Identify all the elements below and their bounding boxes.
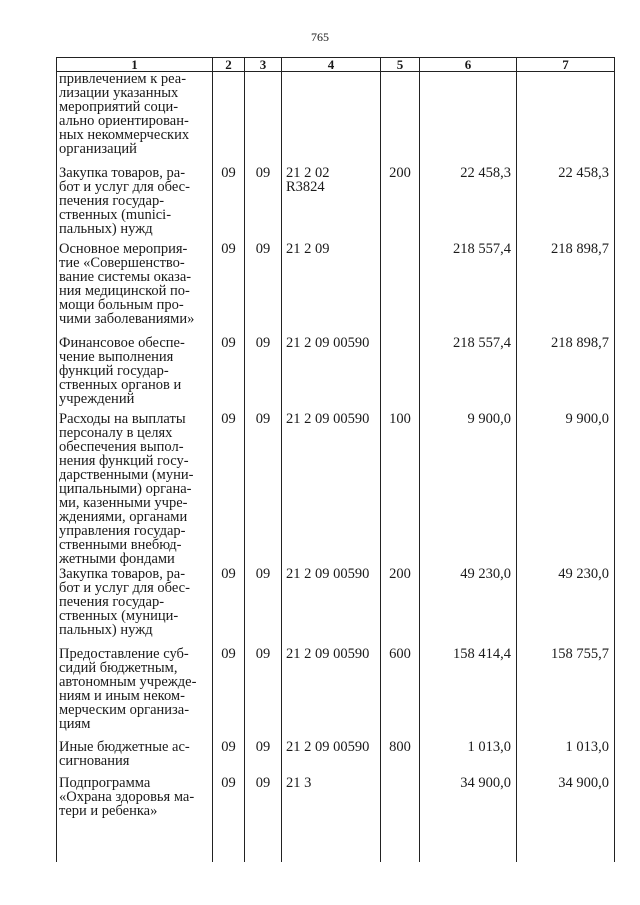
cell-line: 21 2 09	[286, 241, 330, 257]
cell-line: ально ориентирован-	[59, 113, 189, 129]
cell-value: 9 900,0	[565, 411, 609, 427]
row-amount-1	[420, 242, 517, 336]
cell-value: 218 898,7	[551, 335, 609, 351]
row-expense-type	[381, 412, 420, 567]
row-subsection-code	[245, 242, 282, 336]
table-row	[57, 72, 615, 166]
row-subsection-code	[245, 647, 282, 740]
row-description	[57, 166, 213, 242]
row-expense-type	[381, 72, 420, 166]
cell-value: 100	[389, 411, 411, 427]
row-amount-2	[517, 72, 615, 166]
row-section-code	[213, 412, 245, 567]
row-amount-2	[517, 242, 615, 336]
cell-line: тери и ребенка»	[59, 802, 158, 819]
row-description	[57, 567, 213, 647]
cell-line: нения функций госу-	[59, 452, 189, 469]
cell-line: сидий бюджетным,	[59, 659, 178, 676]
table-row	[57, 776, 615, 862]
cell-line: 21 2 09 00590	[286, 646, 370, 662]
row-amount-2	[517, 567, 615, 647]
row-subsection-code	[245, 740, 282, 776]
cell-value: 158 755,7	[551, 646, 609, 662]
row-amount-1	[420, 740, 517, 776]
cell-value: 09	[221, 411, 236, 427]
header-col-2: 2	[213, 58, 245, 72]
cell-line: ственных органов и	[59, 376, 182, 393]
row-description	[57, 647, 213, 740]
cell-value: 49 230,0	[558, 566, 609, 582]
cell-line: R3824	[286, 178, 325, 195]
row-subsection-code	[245, 166, 282, 242]
header-row	[57, 58, 615, 72]
row-expense-type	[381, 647, 420, 740]
row-amount-1	[420, 567, 517, 647]
cell-value: 22 458,3	[558, 165, 609, 181]
cell-line: персоналу в целях	[59, 424, 173, 441]
row-target-article	[282, 166, 381, 242]
cell-value: 218 557,4	[453, 335, 511, 351]
table-row	[57, 166, 615, 242]
row-amount-2	[517, 336, 615, 412]
cell-line: печения государ-	[59, 192, 165, 209]
cell-line: организаций	[59, 141, 137, 157]
cell-value: 09	[255, 775, 271, 791]
row-target-article	[282, 242, 381, 336]
cell-line: 21 2 09 00590	[286, 739, 370, 755]
cell-value: 22 458,3	[460, 165, 511, 181]
row-target-article	[282, 567, 381, 647]
cell-line: ственными внебюд-	[59, 536, 182, 553]
row-section-code	[213, 336, 245, 412]
row-amount-2	[517, 776, 615, 862]
cell-value: 09	[255, 646, 271, 662]
row-subsection-code	[245, 336, 282, 412]
cell-line: 21 2 09 00590	[286, 566, 370, 582]
cell-line: Предоставление суб-	[59, 646, 189, 662]
row-section-code	[213, 242, 245, 336]
cell-line: чими заболеваниями»	[59, 310, 195, 327]
cell-line: чение выполнения	[59, 348, 174, 365]
table-row	[57, 647, 615, 740]
row-subsection-code	[245, 776, 282, 862]
cell-line: ственных (munici-	[59, 206, 172, 223]
cell-value: 09	[221, 739, 236, 755]
row-target-article	[282, 336, 381, 412]
cell-line: Иные бюджетные ас-	[59, 739, 190, 755]
cell-value: 09	[221, 775, 236, 791]
row-section-code	[213, 72, 245, 166]
cell-line: «Охрана здоровья ма-	[59, 788, 195, 805]
cell-value: 1 013,0	[565, 739, 609, 755]
cell-line: ципальными) органа-	[59, 480, 192, 497]
cell-value: 09	[221, 241, 236, 257]
table-row	[57, 567, 615, 647]
cell-line: пальных) нужд	[59, 621, 153, 638]
row-amount-1	[420, 166, 517, 242]
row-amount-2	[517, 166, 615, 242]
cell-value: 218 557,4	[453, 241, 511, 257]
cell-line: Основное мероприя-	[59, 241, 188, 257]
cell-line: бот и услуг для обес-	[59, 178, 190, 195]
table-row	[57, 740, 615, 776]
cell-line: сигнования	[59, 752, 130, 769]
table-row	[57, 242, 615, 336]
table-body	[57, 72, 615, 862]
cell-line: Закупка товаров, ра-	[59, 165, 186, 181]
row-description	[57, 72, 213, 166]
cell-value: 09	[255, 335, 271, 351]
cell-line: ных некоммерческих	[59, 127, 190, 143]
cell-line: мероприятий соци-	[59, 99, 179, 115]
cell-line: 21 2 09 00590	[286, 335, 370, 351]
cell-value: 09	[221, 646, 236, 662]
cell-value: 09	[255, 241, 271, 257]
row-amount-1	[420, 412, 517, 567]
cell-line: вание системы оказа-	[59, 268, 192, 285]
cell-line: дарственными (муни-	[59, 466, 194, 483]
cell-line: функций государ-	[59, 362, 169, 379]
row-description	[57, 242, 213, 336]
budget-table	[56, 57, 615, 862]
cell-value: 09	[255, 566, 271, 582]
cell-line: Закупка товаров, ра-	[59, 566, 186, 582]
cell-value: 9 900,0	[467, 411, 511, 427]
cell-line: циям	[59, 715, 91, 732]
cell-value: 158 414,4	[453, 646, 511, 662]
row-subsection-code	[245, 412, 282, 567]
cell-value: 800	[389, 739, 411, 755]
cell-value: 09	[255, 411, 271, 427]
cell-line: мерческим организа-	[59, 701, 190, 718]
row-expense-type	[381, 336, 420, 412]
row-description	[57, 740, 213, 776]
row-amount-1	[420, 72, 517, 166]
row-section-code	[213, 776, 245, 862]
row-expense-type	[381, 567, 420, 647]
header-col-4: 4	[282, 58, 381, 72]
row-section-code	[213, 567, 245, 647]
cell-value: 200	[389, 165, 411, 181]
cell-line: 21 3	[286, 775, 312, 791]
cell-value: 600	[389, 646, 411, 662]
row-description	[57, 336, 213, 412]
cell-value: 1 013,0	[467, 739, 511, 755]
cell-line: пальных) нужд	[59, 220, 153, 237]
header-col-6: 6	[420, 58, 517, 72]
cell-value: 200	[389, 566, 411, 582]
cell-line: ственных (муници-	[59, 607, 179, 624]
cell-value: 34 900,0	[558, 775, 609, 791]
row-description	[57, 776, 213, 862]
cell-line: ждениями, органами	[59, 508, 188, 525]
cell-line: 21 2 09 00590	[286, 411, 370, 427]
cell-value: 218 898,7	[551, 241, 609, 257]
header-col-5: 5	[381, 58, 420, 72]
row-target-article	[282, 776, 381, 862]
row-amount-1	[420, 776, 517, 862]
cell-value: 09	[255, 739, 271, 755]
table-row	[57, 336, 615, 412]
cell-value: 09	[221, 335, 236, 351]
cell-line: учреждений	[59, 390, 135, 407]
cell-line: жетными фондами	[59, 550, 175, 567]
row-amount-2	[517, 740, 615, 776]
cell-value: 49 230,0	[460, 566, 511, 582]
row-expense-type	[381, 776, 420, 862]
table-row	[57, 412, 615, 567]
row-subsection-code	[245, 72, 282, 166]
cell-line: Финансовое обеспе-	[59, 335, 185, 351]
row-amount-1	[420, 336, 517, 412]
cell-line: лизации указанных	[59, 85, 179, 101]
cell-line: автономным учрежде-	[59, 673, 197, 690]
cell-line: Расходы на выплаты	[59, 411, 186, 427]
cell-line: привлечением к реа-	[59, 71, 187, 87]
cell-line: обеспечения выпол-	[59, 438, 184, 455]
row-target-article	[282, 647, 381, 740]
cell-line: 21 2 02	[286, 165, 330, 181]
row-description	[57, 412, 213, 567]
header-col-1: 1	[57, 58, 213, 72]
header-col-3: 3	[245, 58, 282, 72]
row-expense-type	[381, 740, 420, 776]
row-subsection-code	[245, 567, 282, 647]
cell-line: мощи больным про-	[59, 296, 184, 313]
row-target-article	[282, 412, 381, 567]
row-expense-type	[381, 166, 420, 242]
cell-line: бот и услуг для обес-	[59, 579, 190, 596]
cell-line: ми, казенными учре-	[59, 494, 188, 511]
row-section-code	[213, 647, 245, 740]
cell-line: ния медицинской по-	[59, 282, 190, 299]
row-target-article	[282, 72, 381, 166]
cell-line: ниям и иным неком-	[59, 687, 185, 704]
row-section-code	[213, 740, 245, 776]
cell-line: печения государ-	[59, 593, 165, 610]
row-amount-2	[517, 412, 615, 567]
cell-line: Подпрограмма	[59, 775, 151, 791]
cell-value: 09	[221, 165, 236, 181]
page-number: 765	[311, 30, 329, 44]
row-target-article	[282, 740, 381, 776]
cell-line: управления государ-	[59, 522, 186, 539]
row-section-code	[213, 166, 245, 242]
row-amount-2	[517, 647, 615, 740]
row-amount-1	[420, 647, 517, 740]
row-expense-type	[381, 242, 420, 336]
cell-line: тие «Совершенство-	[59, 254, 185, 271]
header-col-7: 7	[517, 58, 615, 72]
cell-value: 09	[221, 566, 236, 582]
cell-value: 09	[255, 165, 271, 181]
cell-value: 34 900,0	[460, 775, 511, 791]
